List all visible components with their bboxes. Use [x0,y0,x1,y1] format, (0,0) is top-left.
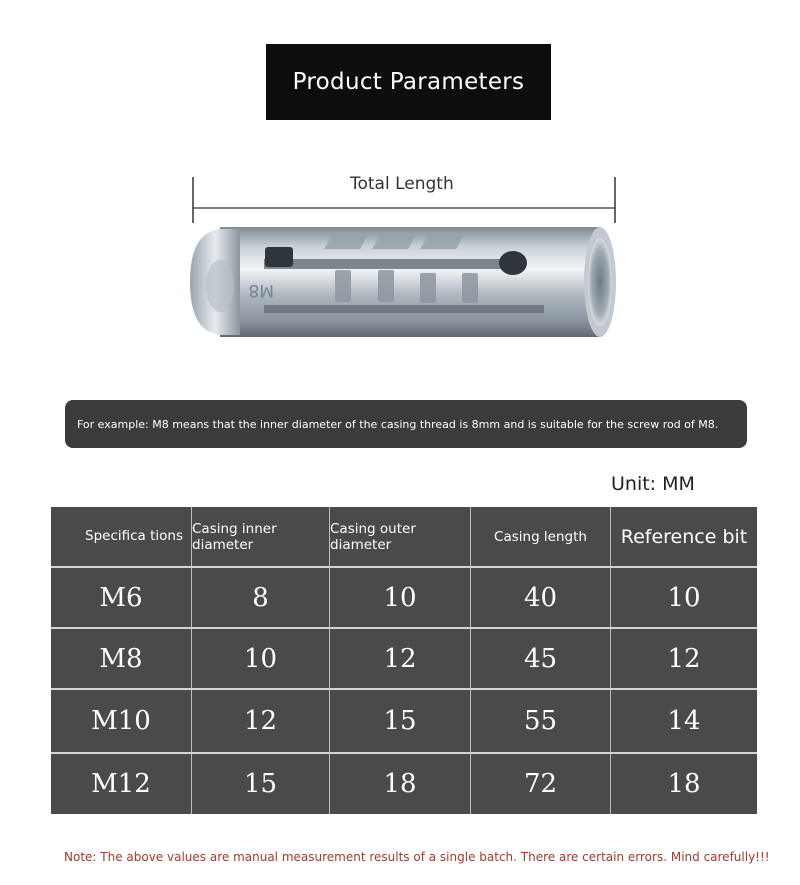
cell-spec: M8 [51,629,192,688]
header-specifications: Specifica tions [51,507,192,566]
table-header-row [51,507,757,566]
stamp-marking: M8 [248,280,274,300]
cell-length: 40 [471,568,611,627]
table-row [51,568,757,627]
header-inner-diameter: Casing inner diameter [192,507,330,566]
cell-outer: 10 [330,568,471,627]
cell-outer: 12 [330,629,471,688]
cell-inner: 10 [192,629,330,688]
table-row [51,754,757,814]
cell-spec: M10 [51,690,192,752]
cell-length: 55 [471,690,611,752]
cell-inner: 15 [192,754,330,814]
header-casing-length: Casing length [471,507,611,566]
measurement-note: Note: The above values are manual measurement results of a single batch. There are certain errors. Mind carefully!!! [64,850,770,864]
cell-length: 45 [471,629,611,688]
cell-spec: M6 [51,568,192,627]
page-title: Product Parameters [266,44,551,120]
example-text: For example: M8 means that the inner diameter of the casing thread is 8mm and is suitable for the screw rod of M8. [77,417,719,431]
table-row [51,629,757,688]
unit-label: Unit: MM [611,473,695,495]
cell-bit: 12 [667,643,701,674]
spec-table [51,507,757,814]
cell-length: 72 [471,754,611,814]
cell-outer: 15 [330,690,471,752]
cell-bit: 18 [667,769,701,799]
example-banner [65,400,747,448]
cell-spec: M12 [51,754,192,814]
cell-bit: 10 [667,582,701,613]
cell-outer: 18 [330,754,471,814]
cell-inner: 12 [192,690,330,752]
header-reference-bit: Reference bit [620,525,748,548]
cell-bit: 14 [667,706,701,736]
cell-inner: 8 [192,568,330,627]
total-length-label: Total Length [350,174,454,194]
table-row [51,690,757,752]
header-outer-diameter: Casing outer diameter [330,507,471,566]
